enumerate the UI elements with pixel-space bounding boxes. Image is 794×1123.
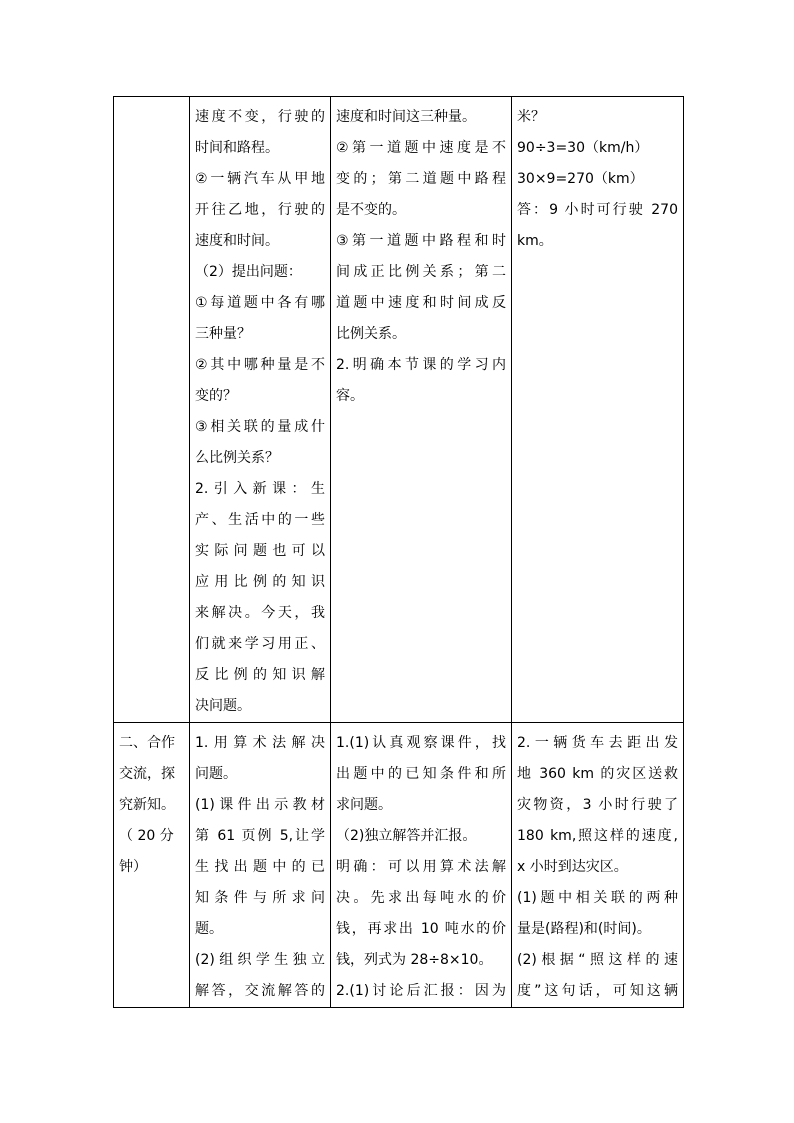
- cell-teacher-activity: [190, 97, 331, 723]
- cell-text-line: ①每道题中各有哪: [195, 295, 325, 311]
- cell-text-line: ②一辆汽车从甲地: [195, 171, 325, 187]
- cell-stage: [114, 723, 190, 1008]
- cell-text-line: (2)组织学生独立: [195, 952, 325, 968]
- cell-text-line: 量是(路程)和(时间)。: [517, 921, 651, 937]
- cell-text-line: 速度和时间这三种量。: [336, 109, 476, 125]
- cell-text-line: 时间和路程。: [195, 140, 279, 156]
- cell-text-line: 知条件与所求问: [195, 890, 325, 906]
- cell-text-line: 答：9 小时可行驶 270: [517, 202, 678, 218]
- cell-student-activity: [331, 97, 512, 723]
- cell-text-line: (1)题中相关联的两种: [517, 890, 678, 906]
- cell-text-line: 2.一辆货车去距出发: [517, 735, 678, 751]
- cell-text-line: 度”这句话，可知这辆: [517, 983, 678, 999]
- cell-text-line: 求问题。: [336, 797, 392, 813]
- cell-text-line: 实际问题也可以: [195, 543, 325, 559]
- cell-text-line: ③相关联的量成什: [195, 419, 325, 435]
- cell-text-line: 变的；第二道题中路程: [336, 171, 506, 187]
- lesson-plan-table: [113, 96, 684, 1008]
- cell-student-activity: [331, 723, 512, 1008]
- cell-text-line: ③第一道题中路程和时: [336, 233, 506, 249]
- cell-text-line: 题。: [195, 921, 223, 937]
- cell-stage: [114, 97, 190, 723]
- cell-text-line: 生找出题中的已: [195, 859, 325, 875]
- cell-exercise: [512, 97, 684, 723]
- cell-text-line: 地 360 km 的灾区送救: [517, 766, 678, 782]
- cell-text-line: （ 20 分: [119, 828, 174, 844]
- cell-text-line: 是不变的。: [336, 202, 406, 218]
- cell-text-line: 明确：可以用算术法解: [336, 859, 506, 875]
- cell-text-line: 间成正比例关系；第二: [336, 264, 506, 280]
- cell-text-line: 们就来学习用正、: [195, 636, 325, 652]
- cell-text-line: (1)课件出示教材: [195, 797, 325, 813]
- cell-text-line: 变的？: [195, 388, 237, 404]
- cell-text-line: 三种量？: [195, 326, 251, 342]
- cell-text-line: 灾物资，3 小时行驶了: [517, 797, 678, 813]
- cell-text-line: 交流，探: [119, 766, 175, 782]
- cell-text-line: 30×9=270（km）: [517, 171, 644, 187]
- cell-text-line: 钱，列式为 28÷8×10。: [336, 952, 493, 968]
- table-row: [114, 97, 684, 723]
- cell-text-line: （2）提出问题：: [195, 264, 302, 280]
- cell-text-line: 2.明确本节课的学习内: [336, 357, 506, 373]
- cell-text-line: 究新知。: [119, 797, 175, 813]
- cell-text-line: 90÷3=30（km/h）: [517, 140, 649, 156]
- cell-text-line: 决。先求出每吨水的价: [336, 890, 506, 906]
- cell-text-line: 1.(1)认真观察课件，找: [336, 735, 506, 751]
- cell-text-line: 来解决。今天，我: [195, 605, 325, 621]
- cell-text-line: 应用比例的知识: [195, 574, 325, 590]
- cell-teacher-activity: [190, 723, 331, 1008]
- cell-text-line: 问题。: [195, 766, 237, 782]
- cell-text-line: 产、生活中的一些: [195, 512, 325, 528]
- cell-text-line: 2.(1)讨论后汇报：因为: [336, 983, 506, 999]
- cell-text-line: 钟）: [119, 859, 147, 875]
- cell-text-line: 2.引入新课：生: [195, 481, 325, 497]
- cell-text-line: 速度不变，行驶的: [195, 109, 325, 125]
- cell-text-line: ②第一道题中速度是不: [336, 140, 506, 156]
- cell-text-line: 二、合作: [119, 735, 175, 751]
- cell-exercise: [512, 723, 684, 1008]
- cell-text-line: (2)根据“照这样的速: [517, 952, 678, 968]
- cell-text-line: 速度和时间。: [195, 233, 279, 249]
- cell-text-line: 1.用算术法解决: [195, 735, 325, 751]
- cell-text-line: 米？: [517, 109, 545, 125]
- cell-text-line: 么比例关系？: [195, 450, 279, 466]
- cell-text-line: x 小时到达灾区。: [517, 859, 628, 875]
- cell-text-line: 决问题。: [195, 698, 251, 714]
- cell-text-line: 解答，交流解答的: [195, 983, 325, 999]
- cell-text-line: 出题中的已知条件和所: [336, 766, 506, 782]
- cell-text-line: 道题中速度和时间成反: [336, 295, 506, 311]
- cell-text-line: （2)独立解答并汇报。: [336, 828, 477, 844]
- cell-text-line: 钱，再求出 10 吨水的价: [336, 921, 506, 937]
- cell-text-line: 开往乙地，行驶的: [195, 202, 325, 218]
- table-row: [114, 723, 684, 1008]
- cell-text-line: 容。: [336, 388, 364, 404]
- cell-text-line: 反比例的知识解: [195, 667, 325, 683]
- cell-text-line: ②其中哪种量是不: [195, 357, 325, 373]
- cell-text-line: 第 61 页例 5,让学: [195, 828, 325, 844]
- cell-text-line: 180 km,照这样的速度,: [517, 828, 678, 844]
- cell-text-line: km。: [517, 233, 553, 249]
- cell-text-line: 比例关系。: [336, 326, 406, 342]
